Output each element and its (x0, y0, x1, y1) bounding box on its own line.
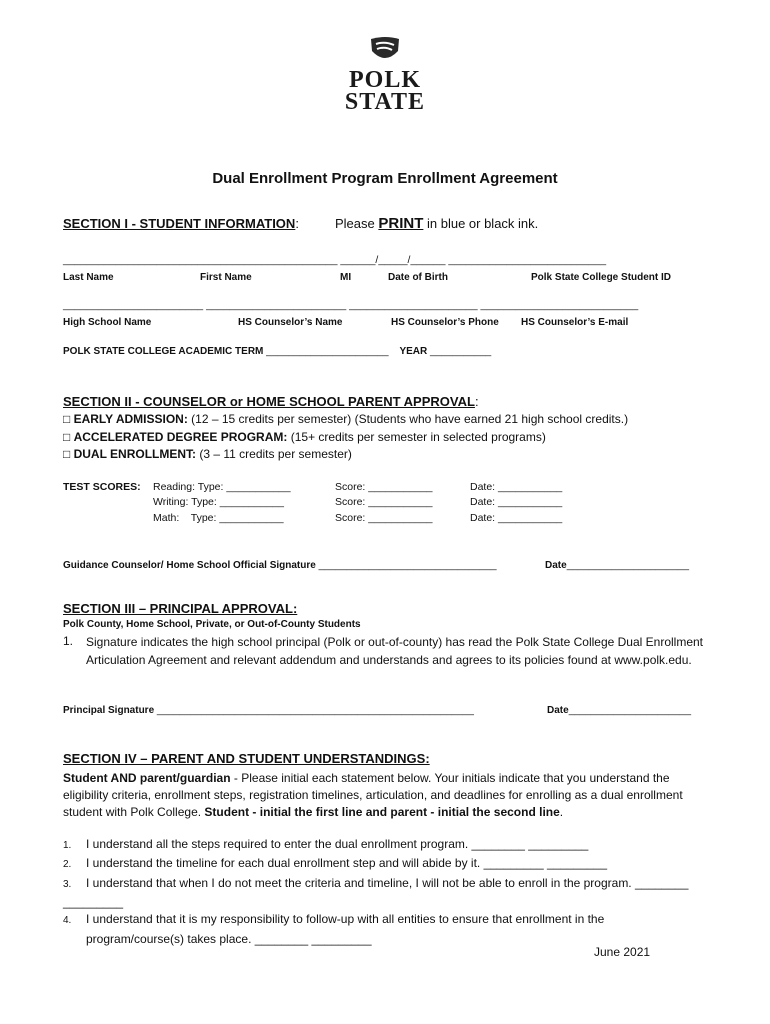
principal-signature-field[interactable]: _________________________________________________________ (156, 705, 474, 716)
academic-term-label: POLK STATE COLLEGE ACADEMIC TERM (63, 346, 264, 357)
label-counselor-phone: HS Counselor’s Phone (391, 317, 499, 328)
section4-heading: SECTION IV – PARENT AND STUDENT UNDERSTANDINGS: (63, 751, 430, 766)
section3-item-text: Signature indicates the high school principal (Polk or out-of-county) has read the Polk State College Dual Enrollment Articulation Agreement and relevant addendum and understands and agrees to its policies found at www.polk.edu. (86, 635, 704, 667)
section3-subheading: Polk County, Home School, Private, or Out-of-County Students (63, 619, 361, 630)
logo-text-polk: POLK (348, 67, 421, 93)
section3-heading: SECTION III – PRINCIPAL APPROVAL: (63, 601, 298, 616)
understanding-item-2[interactable]: 2. I understand the timeline for each dual enrollment step and will abide by it. _________ _________ (63, 856, 608, 870)
print-instruction: Please PRINT in blue or black ink. (335, 215, 539, 232)
footer-date: June 2021 (594, 945, 651, 959)
counselor-date-field[interactable]: ______________________ (566, 560, 690, 571)
label-date-of-birth: Date of Birth (388, 272, 448, 283)
understanding-item-1[interactable]: 1. I understand all the steps required to enter the dual enrollment program. ________ _________ (63, 837, 589, 851)
principal-date-row (547, 705, 691, 716)
label-last-name: Last Name (63, 272, 114, 283)
test-writing-date-field[interactable]: Date: ___________ (470, 496, 563, 508)
understanding-item-3[interactable]: 3. I understand that when I do not meet the criteria and timeline, I will not be able to enroll in the program. ________ _________ (63, 876, 689, 909)
counselor-date-label: Date (545, 560, 567, 571)
student-info-line1-field[interactable]: _______________________________________________ ______/_____/______ ___________________________ (63, 254, 607, 266)
checkbox-icon[interactable]: □ (63, 430, 71, 444)
checkbox-icon[interactable]: □ (63, 412, 71, 426)
academic-term-row (63, 346, 491, 357)
section3-item-number: 1. (63, 634, 74, 648)
test-reading-date-field[interactable]: Date: ___________ (470, 481, 563, 493)
label-high-school-name: High School Name (63, 317, 152, 328)
label-mi: MI (340, 272, 352, 283)
label-counselor-name: HS Counselor’s Name (238, 317, 343, 328)
option-dual-enrollment[interactable]: □ DUAL ENROLLMENT: (3 – 11 credits per semester) (63, 447, 352, 461)
counselor-signature-field[interactable]: ________________________________ (318, 560, 497, 571)
principal-date-label: Date (547, 705, 569, 716)
test-reading-score-field[interactable]: Score: ___________ (335, 481, 433, 493)
logo-text-state: STATE (344, 89, 426, 115)
counselor-signature-row (63, 560, 497, 571)
principal-signature-row (63, 705, 474, 716)
year-field[interactable]: ___________ (430, 346, 492, 357)
counselor-date-row (545, 560, 689, 571)
test-math-type-field[interactable]: Math: Type: ___________ (153, 512, 284, 524)
label-student-id: Polk State College Student ID (531, 272, 672, 283)
test-writing-score-field[interactable]: Score: ___________ (335, 496, 433, 508)
counselor-signature-label: Guidance Counselor/ Home School Official Signature (63, 560, 316, 571)
section2-heading: SECTION II - COUNSELOR or HOME SCHOOL PARENT APPROVAL: (63, 394, 479, 409)
section4-intro: Student AND parent/guardian - Please initial each statement below. Your initials indicate that you understand the eligibility criteria, enrollment steps, registration timelines, articulation, and deadlines for enrolling as a dual enrollment student with Polk College. Student - initial the first line and parent - initial the second line. (63, 771, 683, 819)
label-first-name: First Name (200, 272, 252, 283)
year-label: YEAR (399, 346, 428, 357)
label-counselor-email: HS Counselor’s E-mail (521, 317, 629, 328)
academic-term-field[interactable]: ______________________ (266, 346, 389, 357)
test-scores-label: TEST SCORES: (63, 481, 141, 493)
student-info-line2-field[interactable]: ________________________ ________________________ ______________________ ___________________________ (63, 299, 639, 311)
section1-heading: SECTION I - STUDENT INFORMATION: (63, 216, 299, 231)
test-math-date-field[interactable]: Date: ___________ (470, 512, 563, 524)
checkbox-icon[interactable]: □ (63, 447, 71, 461)
option-accelerated-degree[interactable]: □ ACCELERATED DEGREE PROGRAM: (15+ credits per semester in selected programs) (63, 430, 546, 444)
polk-state-logo (330, 35, 440, 115)
test-writing-type-field[interactable]: Writing: Type: ___________ (153, 496, 284, 508)
logo-mark-icon (368, 35, 402, 65)
understanding-item-4[interactable]: 4. I understand that it is my responsibility to follow-up with all entities to ensure that enrollment in the program/course(s) takes place. ________ _________ (63, 912, 605, 946)
principal-signature-label: Principal Signature (63, 705, 155, 716)
test-math-score-field[interactable]: Score: ___________ (335, 512, 433, 524)
test-reading-type-field[interactable]: Reading: Type: ___________ (153, 481, 291, 493)
option-early-admission[interactable]: □ EARLY ADMISSION: (12 – 15 credits per semester) (Students who have earned 21 high school credits.) (63, 412, 629, 426)
principal-date-field[interactable]: ______________________ (568, 705, 692, 716)
document-title: Dual Enrollment Program Enrollment Agreement (212, 170, 558, 187)
